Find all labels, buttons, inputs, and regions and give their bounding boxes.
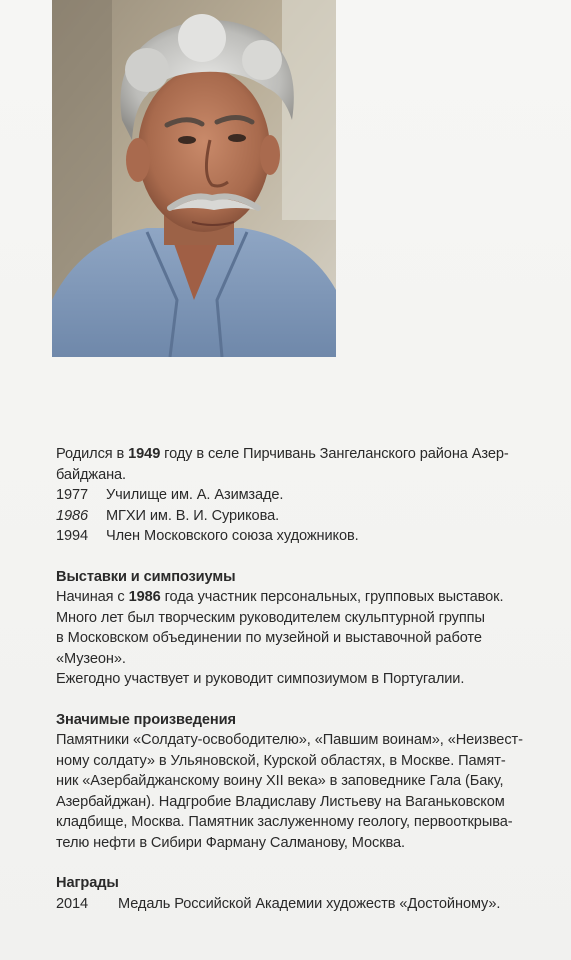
exhibitions-line [56, 587, 546, 608]
exhibitions-line: в Московском объединении по музейной и выставочной работе [56, 630, 482, 646]
award-year: 2014 [56, 895, 89, 912]
works-line: телю нефти в Сибири Фарману Салманову, Москва. [56, 834, 405, 851]
timeline-year: 1986 [56, 507, 89, 524]
exhibitions-line: Ежегодно участвует и руководит симпозиумом в Португалии. [56, 671, 465, 687]
exhibitions-line: «Музеон». [56, 650, 126, 667]
timeline-year: 1977 [56, 487, 89, 503]
birth-line-2: байджана. [56, 466, 127, 483]
timeline-row [56, 506, 546, 527]
award-row [56, 894, 546, 915]
works-line: ному солдату» в Ульяновской, Курской областях, в Москве. Памят- [56, 752, 506, 769]
timeline-row [56, 526, 546, 547]
birth-prefix: Родился в [56, 446, 129, 462]
exhibitions-line: Много лет был творческим руководителем скульптурной группы [56, 609, 485, 626]
timeline-text: Член Московского союза художников. [106, 528, 359, 544]
works-line: ник «Азербайджанскому воину XII века» в заповеднике Гала (Баку, [56, 773, 504, 789]
timeline-year: 1994 [56, 528, 89, 544]
timeline-row [56, 485, 546, 506]
exhibitions-heading: Выставки и симпозиумы [56, 568, 236, 585]
exhibitions-year: 1986 [128, 589, 161, 605]
award-text: Медаль Российской Академии художеств «Достойному». [118, 895, 501, 912]
birth-line [56, 444, 546, 465]
exhibitions-suffix: года участник персональных, групповых выставок. [160, 589, 504, 605]
works-line: Памятники «Солдату-освободителю», «Павшим воинам», «Неизвест- [56, 732, 523, 748]
exhibitions-prefix: Начиная с [56, 589, 129, 605]
timeline-text: МГХИ им. В. И. Сурикова. [106, 507, 280, 524]
awards-heading: Награды [56, 875, 119, 891]
works-paragraph [56, 730, 546, 853]
works-line: Азербайджан). Надгробие Владиславу Листьеву на Ваганьковском [56, 793, 505, 810]
biography-text [56, 444, 546, 914]
exhibitions-paragraph [56, 587, 546, 690]
works-heading: Значимые произведения [56, 711, 236, 728]
birth-paragraph [56, 444, 546, 485]
timeline-text: Училище им. А. Азимзаде. [106, 487, 284, 503]
birth-year: 1949 [128, 446, 161, 462]
works-line: кладбище, Москва. Памятник заслуженному геологу, первооткрыва- [56, 814, 513, 830]
artist-portrait-photo [52, 0, 336, 357]
birth-suffix: году в селе Пирчивань Зангеланского района Азер- [160, 446, 509, 462]
